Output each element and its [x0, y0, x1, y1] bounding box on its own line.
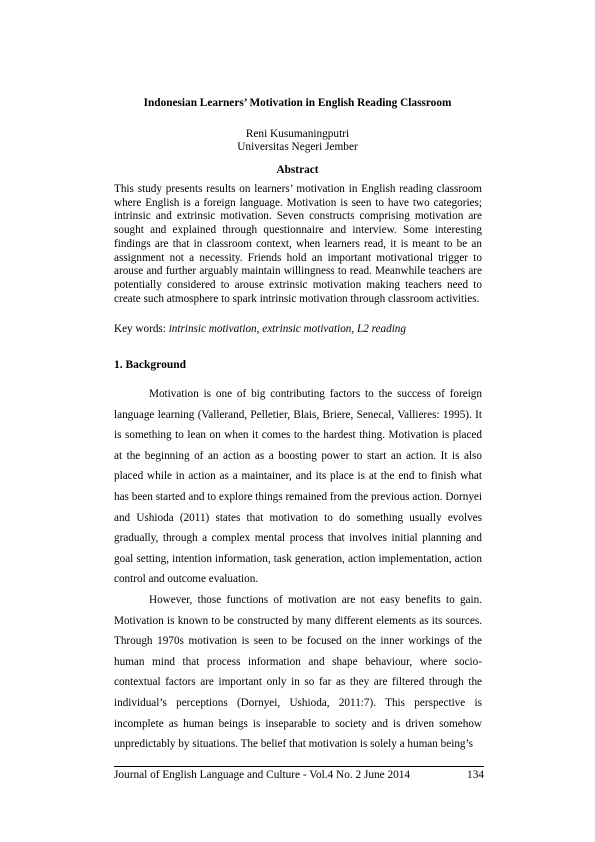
- keywords-terms: intrinsic motivation, extrinsic motivation, L2 reading: [168, 323, 406, 335]
- section-heading: 1. Background: [114, 359, 187, 371]
- page-number: 134: [467, 769, 484, 781]
- section-body: [114, 384, 482, 755]
- journal-citation: Journal of English Language and Culture - Vol.4 No. 2 June 2014: [114, 769, 411, 781]
- body-paragraph: Motivation is one of big contributing factors to the success of foreign language learning (Vallerand, Pelletier, Blais, Briere, Senecal, Vallieres: 1995). It is something to lean on when it comes to the hardest thing. Motivation is placed at the beginning of an action as a boosting power to start an action. It is also placed while in action as a maintainer, and its place is at the end to finish what has been started and to explore things remained from the previous action. Dornyei and Ushioda (2011) states that motivation to do something usually evolves gradually, through a complex mental process that involves initial planning and goal setting, intention information, task generation, action implementation, action control and outcome evaluation.: [114, 388, 482, 586]
- page-footer: [114, 769, 484, 781]
- author-name: Reni Kusumaningputri: [245, 128, 350, 140]
- author-affiliation: Universitas Negeri Jember: [237, 140, 358, 153]
- footer-divider: [114, 766, 484, 767]
- abstract-heading: Abstract: [276, 164, 319, 176]
- paper-title: Indonesian Learners’ Motivation in English Reading Classroom: [143, 97, 452, 109]
- abstract-text: This study presents results on learners’ motivation in English reading classroom where English is a foreign language. Motivation is seen to have two categories; intrinsic and extrinsic motivation. Seven constructs comprising motivation are sought and explained through questionnaire and interview. Some interesting findings are that in classroom context, when learners read, it is meant to be an assignment not a necessity. Friends hold an important motivational trigger to arouse and further arguably maintain willingness to read. Meanwhile teachers are potentially considered to arouse extrinsic motivation making teachers need to create such atmosphere to spark intrinsic motivation through classroom activities.: [114, 183, 482, 305]
- keywords-label: Key words:: [114, 323, 169, 335]
- author-block: [0, 128, 595, 153]
- body-paragraph: However, those functions of motivation are not easy benefits to gain. Motivation is known to be constructed by many different elements as its sources. Through 1970s motivation is seen to be focused on the inner workings of the human mind that process information and shape behaviour, where socio-contextual factors are important only in so far as they are filtered through the individual’s perceptions (Dornyei, Ushioda, 2011:7). This perspective is incomplete as human beings is inseparable to society and is driven somehow unpredictably by situations. The belief that motivation is solely a human being’s: [114, 593, 482, 751]
- keywords-line: [114, 323, 482, 335]
